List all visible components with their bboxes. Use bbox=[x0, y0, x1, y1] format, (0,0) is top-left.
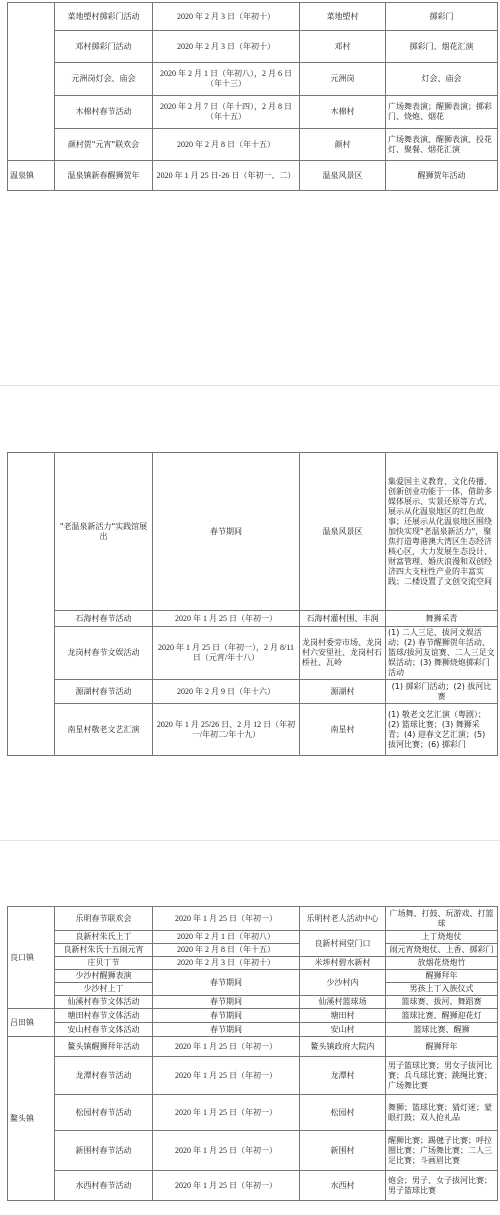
activity-name: 仙溪村春节文体活动 bbox=[55, 996, 153, 1009]
activity-name: 龙岗村春节文娱活动 bbox=[55, 627, 153, 680]
activity-table-2 bbox=[7, 452, 498, 756]
activity-content: 闹元宵烧炮仗、上香、掷彩门 bbox=[386, 944, 498, 957]
activity-name: 良新村朱氏十五闹元宵 bbox=[55, 944, 153, 957]
table-row bbox=[8, 96, 498, 129]
activity-date: 2020 年 1 月 25/26 日、2 月 12 日（年初一/年初二/年十九） bbox=[153, 704, 300, 756]
table-row bbox=[8, 704, 498, 756]
activity-place: 水西村 bbox=[300, 1171, 386, 1201]
activity-content: 醒狮贺年活动 bbox=[386, 161, 498, 191]
town-cell: 良口镇 bbox=[8, 907, 55, 1009]
activity-content: 广场舞、打鼓、玩游戏、打篮球 bbox=[386, 907, 498, 931]
page-3 bbox=[0, 906, 500, 1215]
activity-name: 元洲岗灯会、庙会 bbox=[55, 63, 153, 96]
activity-name: 少沙村醒狮表演 bbox=[55, 970, 153, 983]
activity-content: (1) 二人三足、拔河文娱活动；(2) 春节醒狮贺年活动、篮球/拔河友谊赛、二人三足文娱活动；(3) 舞狮烧炮掷彩门活动 bbox=[386, 627, 498, 680]
activity-content: (1) 掷彩门活动；(2) 拔河比赛 bbox=[386, 680, 498, 704]
activity-date: 2020 年 2 月 7 日（年十四），2 月 8 日（年十五） bbox=[153, 96, 300, 129]
activity-place: 龙岗村委旁市场、龙岗村六安里社、龙岗村石桥社、瓦岭 bbox=[300, 627, 386, 680]
activity-place: 南星村 bbox=[300, 704, 386, 756]
table-row bbox=[8, 970, 498, 983]
activity-date: 2020 年 1 月 25 日（年初一），2 月 8/11 日（元宵/年十八） bbox=[153, 627, 300, 680]
table-row bbox=[8, 1009, 498, 1023]
activity-place: 温泉风景区 bbox=[300, 161, 386, 191]
activity-name: 乐明春节联欢会 bbox=[55, 907, 153, 931]
activity-content: 醒狮拜年 bbox=[386, 970, 498, 983]
activity-name: 温泉镇新春醒狮贺年 bbox=[55, 161, 153, 191]
activity-name: 良新村朱氏上丁 bbox=[55, 931, 153, 944]
activity-place: 石海村灌村围、丰润 bbox=[300, 611, 386, 627]
activity-content: 放烟花烧炮竹 bbox=[386, 957, 498, 970]
town-cell: 鳌头镇 bbox=[8, 1037, 55, 1201]
table-row bbox=[8, 931, 498, 944]
town-cell: 温泉镇 bbox=[8, 161, 55, 191]
activity-table-3 bbox=[7, 906, 498, 1201]
activity-name: 新围村春节活动 bbox=[55, 1131, 153, 1171]
table-row bbox=[8, 63, 498, 96]
table-row bbox=[8, 1131, 498, 1171]
table-row bbox=[8, 996, 498, 1009]
activity-place: 鳌头镇政府大院内 bbox=[300, 1037, 386, 1057]
town-cell bbox=[8, 3, 55, 161]
table-row bbox=[8, 129, 498, 161]
activity-date: 2020 年 2 月 8 日（年十五） bbox=[153, 944, 300, 957]
activity-date: 2020 年 2 月 1 日（年初八） bbox=[153, 931, 300, 944]
activity-content: 舞狮采青 bbox=[386, 611, 498, 627]
activity-place: 邓村 bbox=[300, 31, 386, 63]
activity-place: 木棉村 bbox=[300, 96, 386, 129]
table-row bbox=[8, 3, 498, 31]
activity-name: 颜村贺"元宵"联欢会 bbox=[55, 129, 153, 161]
activity-date: 2020 年 1 月 25 日（年初一） bbox=[153, 1095, 300, 1131]
table-row bbox=[8, 1057, 498, 1095]
activity-name: "老温泉新活力"实践馆展出 bbox=[55, 453, 153, 611]
activity-content: 男孩上丁入族仪式 bbox=[386, 983, 498, 996]
table-row bbox=[8, 1171, 498, 1201]
activity-name: 少沙村上丁 bbox=[55, 983, 153, 996]
activity-content: 篮球比赛、醒狮 bbox=[386, 1023, 498, 1037]
activity-name: 水西村春节活动 bbox=[55, 1171, 153, 1201]
activity-name: 南星村敬老文艺汇演 bbox=[55, 704, 153, 756]
activity-date: 春节期间 bbox=[153, 453, 300, 611]
table-row bbox=[8, 161, 498, 191]
activity-name: 安山村春节文体活动 bbox=[55, 1023, 153, 1037]
activity-name: 木棉村春节活动 bbox=[55, 96, 153, 129]
town-cell bbox=[8, 453, 55, 756]
activity-name: 鳌头镇醒狮拜年活动 bbox=[55, 1037, 153, 1057]
activity-date: 春节期间 bbox=[153, 996, 300, 1009]
activity-date: 2020 年 1 月 25 日（年初一） bbox=[153, 907, 300, 931]
activity-date: 2020 年 2 月 8 日（年十五） bbox=[153, 129, 300, 161]
activity-content: 广场舞表演；醒狮表演；掷彩门、烧炮、烟花 bbox=[386, 96, 498, 129]
activity-date: 春节期间 bbox=[153, 1009, 300, 1023]
table-row bbox=[8, 31, 498, 63]
activity-name: 菜地塱村掷彩门活动 bbox=[55, 3, 153, 31]
table-row bbox=[8, 627, 498, 680]
activity-date: 2020 年 2 月 3 日（年初十） bbox=[153, 3, 300, 31]
activity-date: 春节期间 bbox=[153, 1023, 300, 1037]
activity-place: 温泉风景区 bbox=[300, 453, 386, 611]
activity-place: 元洲岗 bbox=[300, 63, 386, 96]
activity-name: 邓村掷彩门活动 bbox=[55, 31, 153, 63]
activity-content: 掷彩门 bbox=[386, 3, 498, 31]
activity-date: 2020 年 1 月 25 日-26 日（年初一、二） bbox=[153, 161, 300, 191]
page-1 bbox=[0, 0, 500, 200]
activity-place: 菜地塱村 bbox=[300, 3, 386, 31]
activity-content: 灯会、庙会 bbox=[386, 63, 498, 96]
activity-date: 2020 年 2 月 3 日（年初十） bbox=[153, 957, 300, 970]
activity-content: 集爱国主义教育、文化传播、创新创业功能于一体，借助多媒体展示、实景还原等方式，展示从化温泉地区的红色故事；还展示从化温泉地区围绕加快实现"老温泉新活力"，聚焦打造粤港澳大湾区生态经济核心区，大力发展生态设计、财富管理、婚庆浪漫和双创经济四大支柱性产业的丰富实践；二楼设置了文创交流空间 bbox=[386, 453, 498, 611]
activity-content: 篮球比赛、醒狮迎花灯 bbox=[386, 1009, 498, 1023]
table-row bbox=[8, 1037, 498, 1057]
table-row bbox=[8, 907, 498, 931]
activity-content: 掷彩门、烟花汇演 bbox=[386, 31, 498, 63]
table-row bbox=[8, 1023, 498, 1037]
activity-date: 2020 年 1 月 25 日（年初一） bbox=[153, 1171, 300, 1201]
activity-name: 塘田村春节文体活动 bbox=[55, 1009, 153, 1023]
activity-place: 良新村祠堂门口 bbox=[300, 931, 386, 957]
table-row bbox=[8, 453, 498, 611]
activity-date: 2020 年 1 月 25 日（年初一） bbox=[153, 1131, 300, 1171]
activity-content: 醒狮拜年 bbox=[386, 1037, 498, 1057]
page-divider bbox=[0, 385, 500, 386]
activity-place: 仙溪村篮球场 bbox=[300, 996, 386, 1009]
activity-content: 醒狮比赛；踢毽子比赛；呼拉圈比赛；广场舞比赛；二人三足比赛；斗画眉比赛 bbox=[386, 1131, 498, 1171]
table-row bbox=[8, 944, 498, 957]
activity-date: 2020 年 2 月 1 日（年初八），2 月 6 日（年十三） bbox=[153, 63, 300, 96]
table-row bbox=[8, 1095, 498, 1131]
activity-place: 颜村 bbox=[300, 129, 386, 161]
activity-date: 2020 年 1 月 25 日（年初一） bbox=[153, 611, 300, 627]
table-row bbox=[8, 680, 498, 704]
activity-content: 男子篮球比赛；男女子拔河比赛；兵乓球比赛；跳绳比赛；广场舞比赛 bbox=[386, 1057, 498, 1095]
activity-name: 庄贝丁节 bbox=[55, 957, 153, 970]
activity-date: 春节期间 bbox=[153, 970, 300, 996]
activity-place: 新围村 bbox=[300, 1131, 386, 1171]
activity-date: 2020 年 1 月 25 日（年初一） bbox=[153, 1037, 300, 1057]
activity-table-1 bbox=[7, 2, 498, 191]
activity-place: 乐明村老人活动中心 bbox=[300, 907, 386, 931]
town-cell: 吕田镇 bbox=[8, 1009, 55, 1037]
activity-content: 炮会；男子、女子拔河比赛；男子篮球比赛 bbox=[386, 1171, 498, 1201]
activity-content: 舞狮；篮球比赛；猜灯迷；蒙眼打鼓；双人抢礼品 bbox=[386, 1095, 498, 1131]
activity-place: 少沙村内 bbox=[300, 970, 386, 996]
activity-content: (1) 敬老文艺汇演（粤剧）；(2) 篮球比赛；(3) 舞狮采青；(4) 迎春文艺汇演；(5) 拔河比赛；(6) 掷彩门 bbox=[386, 704, 498, 756]
activity-name: 松园村春节活动 bbox=[55, 1095, 153, 1131]
activity-place: 塘田村 bbox=[300, 1009, 386, 1023]
activity-content: 篮球赛、拔河、舞蹈赛 bbox=[386, 996, 498, 1009]
activity-date: 2020 年 1 月 25 日（年初一） bbox=[153, 1057, 300, 1095]
activity-place: 源湖村 bbox=[300, 680, 386, 704]
activity-date: 2020 年 2 月 9 日（年十六） bbox=[153, 680, 300, 704]
table-row bbox=[8, 957, 498, 970]
activity-place: 龙潭村 bbox=[300, 1057, 386, 1095]
activity-date: 2020 年 2 月 3 日（年初十） bbox=[153, 31, 300, 63]
activity-name: 石海村春节活动 bbox=[55, 611, 153, 627]
activity-content: 上丁烧炮仗 bbox=[386, 931, 498, 944]
table-row bbox=[8, 611, 498, 627]
activity-content: 广场舞表演、醒狮表演、投花灯、聚餐、烟花汇演 bbox=[386, 129, 498, 161]
activity-place: 安山村 bbox=[300, 1023, 386, 1037]
activity-place: 松园村 bbox=[300, 1095, 386, 1131]
activity-place: 米埗村碧水新村 bbox=[300, 957, 386, 970]
page-divider bbox=[0, 840, 500, 841]
activity-name: 源湖村春节活动 bbox=[55, 680, 153, 704]
activity-name: 龙潭村春节活动 bbox=[55, 1057, 153, 1095]
page-2 bbox=[0, 452, 500, 752]
